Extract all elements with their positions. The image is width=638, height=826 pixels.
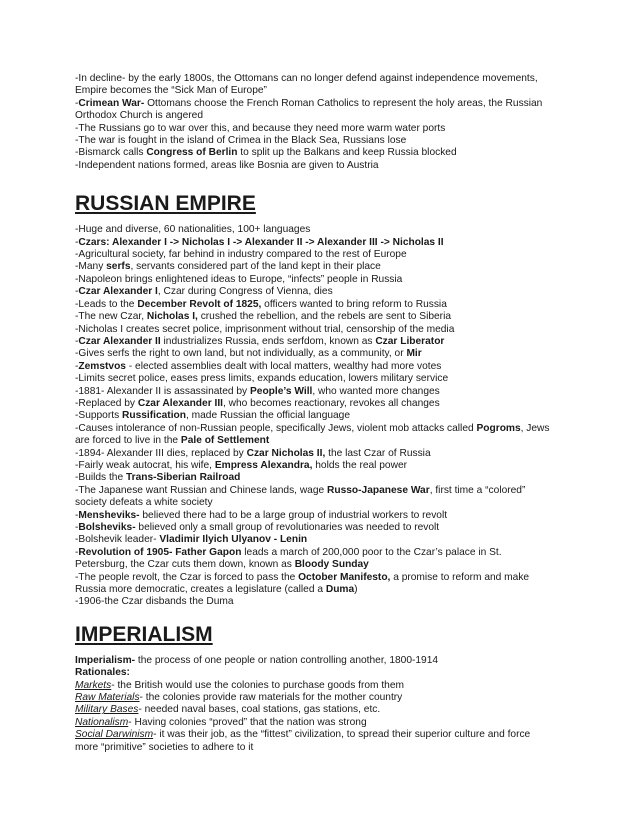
text-run: , Jews (520, 422, 550, 434)
text-run: are forced to live in the (75, 435, 181, 447)
heading-imperialism: IMPERIALISM (75, 622, 213, 646)
text-run: , who wanted more changes (312, 385, 440, 397)
text-run: - (75, 236, 79, 248)
text-line (75, 237, 570, 249)
text-line (75, 704, 570, 716)
rationale-term: Military Bases (75, 704, 139, 716)
text-line (75, 336, 570, 348)
text-line (75, 460, 570, 472)
text-line (75, 742, 570, 754)
bold-term: Czar Liberator (375, 335, 445, 347)
text-run: -Many (75, 261, 107, 273)
text-run: -Supports (75, 410, 122, 422)
text-line (75, 510, 570, 522)
text-run: the last Czar of Russia (325, 447, 431, 459)
heading-russian-empire: RUSSIAN EMPIRE (75, 192, 256, 216)
bold-term: Zemstvos (78, 360, 126, 372)
text-line (75, 522, 570, 534)
text-run: crushed the rebellion, and the rebels are sent to Siberia (197, 311, 452, 323)
text-line (75, 547, 570, 559)
text-line (75, 572, 570, 584)
bold-term: Czars: Alexander I -> Nicholas I -> Alexander II -> Alexander III -> Nicholas II (78, 236, 444, 248)
text-run: Russia more democratic, creates a legislature (called a (75, 584, 326, 596)
bold-term: Bloody Sunday (294, 559, 369, 571)
text-run: -1906-the Czar disbands the Duma (75, 596, 234, 608)
text-run: , servants considered part of the land kept in their place (130, 261, 381, 273)
bold-term: Trans-Siberian Railroad (125, 472, 241, 484)
text-run: , who becomes reactionary, revokes all changes (222, 397, 440, 409)
text-run: - elected assemblies dealt with local matters, wealthy had more votes (125, 360, 442, 372)
text-line (75, 324, 570, 336)
text-line (75, 448, 570, 460)
text-run: , Czar during Congress of Vienna, dies (157, 286, 333, 298)
rationale-term: Nationalism (75, 716, 129, 728)
text-run: -The people revolt, the Czar is forced to pass the (75, 571, 299, 583)
text-line (75, 680, 570, 692)
text-run: officers wanted to bring reform to Russia (261, 298, 447, 310)
bold-term: Bolsheviks- (78, 522, 136, 533)
text-run: - (75, 335, 79, 347)
text-line (75, 534, 570, 546)
document-page (75, 73, 570, 754)
text-run: -Gives serfs the right to own land, but not individually, as a community, or (75, 348, 407, 360)
text-run: -Bismarck calls (75, 147, 147, 159)
text-run: believed only a small group of revolutionaries was needed to revolt (135, 522, 440, 533)
text-line (75, 423, 570, 435)
text-run: - (75, 509, 79, 521)
text-run: -Agricultural society, far behind in industry compared to the rest of Europe (75, 249, 407, 261)
bold-term: Pale of Settlement (180, 435, 270, 447)
text-line (75, 398, 570, 410)
text-run: Ottomans choose the French Roman Catholics to represent the holy areas, the Russian (144, 97, 543, 109)
text-run: Petersburg, the Czar cuts them down, known as (75, 559, 295, 571)
text-line (75, 110, 570, 122)
rationale-term: Social Darwinism (75, 729, 154, 741)
text-line (75, 497, 570, 509)
text-run: - the colonies provide raw materials for the mother country (139, 692, 403, 704)
bold-term: Czar Alexander III (137, 397, 223, 409)
bold-term: People’s Will (249, 385, 313, 397)
bold-term: October Manifesto, (298, 571, 391, 583)
text-run: to split up the Balkans and keep Russia blocked (237, 147, 457, 159)
text-line (75, 692, 570, 704)
text-line (75, 348, 570, 360)
bold-term: Czar Alexander II (78, 335, 161, 347)
text-line (75, 361, 570, 373)
text-line (75, 410, 570, 422)
text-run: - Having colonies “proved” that the nation was strong (128, 716, 367, 728)
text-line (75, 717, 570, 729)
text-run: -The new Czar, (75, 311, 147, 323)
text-line (75, 559, 570, 571)
rationale-term: Raw Materials (75, 692, 140, 704)
text-line (75, 135, 570, 147)
text-run: -Napoleon brings enlightened ideas to Europe, “infects” people in Russia (75, 273, 403, 285)
text-line (75, 224, 570, 236)
text-run: - the British would use the colonies to purchase goods from them (111, 679, 404, 691)
text-run: -Independent nations formed, areas like Bosnia are given to Austria (75, 159, 379, 171)
text-run: -Builds the (75, 472, 126, 484)
text-run: -Leads to the (75, 298, 138, 310)
text-line (75, 249, 570, 261)
text-run: Orthodox Church is angered (75, 110, 203, 122)
text-run: -Replaced by (75, 397, 138, 409)
bold-term: Russo-Japanese War (327, 484, 430, 496)
text-line (75, 299, 570, 311)
bold-term: Nicholas I, (146, 311, 198, 323)
bold-term: serfs (106, 261, 131, 273)
text-line (75, 667, 570, 679)
text-line (75, 729, 570, 741)
text-line (75, 311, 570, 323)
bold-term: Imperialism- (75, 654, 136, 666)
text-run: -1894- Alexander III dies, replaced by (75, 447, 247, 459)
text-run: -The Japanese want Russian and Chinese lands, wage (75, 484, 328, 496)
text-line (75, 274, 570, 286)
text-run: - needed naval bases, coal stations, gas stations, etc. (138, 704, 381, 716)
text-run: the process of one people or nation controlling another, 1800-1914 (135, 654, 439, 666)
russian-empire-section (75, 224, 570, 609)
text-run: - (75, 97, 79, 109)
text-run: -The war is fought in the island of Crimea in the Black Sea, Russians lose (75, 135, 407, 147)
text-line (75, 655, 570, 667)
text-run: - (75, 360, 79, 372)
text-run: -The Russians go to war over this, and because they need more warm water ports (75, 122, 446, 134)
text-run: ) (354, 584, 358, 596)
text-run: more “primitive” societies to adhere to it (75, 741, 254, 753)
text-line (75, 98, 570, 110)
text-run: -In decline- by the early 1800s, the Ottomans can no longer defend against independence movements, (75, 73, 538, 84)
text-line (75, 373, 570, 385)
text-line (75, 584, 570, 596)
text-run: , made Russian the official language (185, 410, 351, 422)
text-line (75, 85, 570, 97)
bold-term: Russification (122, 410, 186, 422)
bold-term: December Revolt of 1825, (137, 298, 262, 310)
text-run: - (75, 522, 79, 533)
text-run: believed there had to be a large group of industrial workers to revolt (139, 509, 448, 521)
text-run: -Fairly weak autocrat, his wife, (75, 459, 215, 471)
text-run: Empire becomes the “Sick Man of Europe” (75, 85, 267, 97)
bold-term: Czar Alexander I (78, 286, 158, 298)
text-run: a promise to reform and make (390, 571, 530, 583)
text-run: - (75, 286, 79, 298)
bold-term: Congress of Berlin (146, 147, 238, 159)
bold-term: Crimean War- (78, 97, 145, 109)
bold-term: Vladimir Ilyich Ulyanov - Lenin (159, 534, 308, 546)
rationale-term: Markets (75, 679, 112, 691)
text-run: - (75, 546, 79, 558)
bold-term: Duma (325, 584, 355, 596)
bold-term: Empress Alexandra, (214, 459, 313, 471)
text-run: -Bolshevik leader- (75, 534, 160, 546)
text-line (75, 123, 570, 135)
text-run: -Causes intolerance of non-Russian people, specifically Jews, violent mob attacks called (75, 422, 477, 434)
text-line (75, 160, 570, 172)
text-run: , first time a “colored” (429, 484, 526, 496)
text-run: industrializes Russia, ends serfdom, known as (160, 335, 376, 347)
text-run: - it was their job, as the “fittest” civilization, to spread their superior culture and force (153, 729, 531, 741)
text-line (75, 435, 570, 447)
bold-term: Mir (406, 348, 422, 360)
bold-term: Mensheviks- (78, 509, 140, 521)
text-run: -1881- Alexander II is assassinated by (75, 385, 250, 397)
imperialism-section (75, 655, 570, 754)
text-line (75, 472, 570, 484)
bold-term: Czar Nicholas II, (246, 447, 326, 459)
text-line (75, 386, 570, 398)
text-run: holds the real power (312, 459, 408, 471)
text-run: -Limits secret police, eases press limits, expands education, lowers military service (75, 373, 449, 385)
text-line (75, 147, 570, 159)
text-line (75, 73, 570, 85)
text-line (75, 596, 570, 608)
text-run: leads a march of 200,000 poor to the Czar’s palace in St. (241, 546, 502, 558)
text-run: society defeats a white society (75, 497, 213, 509)
text-line (75, 261, 570, 273)
bold-term: Revolution of 1905- Father Gapon (78, 546, 242, 558)
text-run: -Huge and diverse, 60 nationalities, 100+ languages (75, 224, 311, 236)
intro-section (75, 73, 570, 172)
text-run: -Nicholas I creates secret police, imprisonment without trial, censorship of the media (75, 323, 455, 335)
bold-term: Pogroms (476, 422, 521, 434)
bold-term: Rationales: (75, 667, 130, 679)
text-line (75, 485, 570, 497)
text-line (75, 286, 570, 298)
